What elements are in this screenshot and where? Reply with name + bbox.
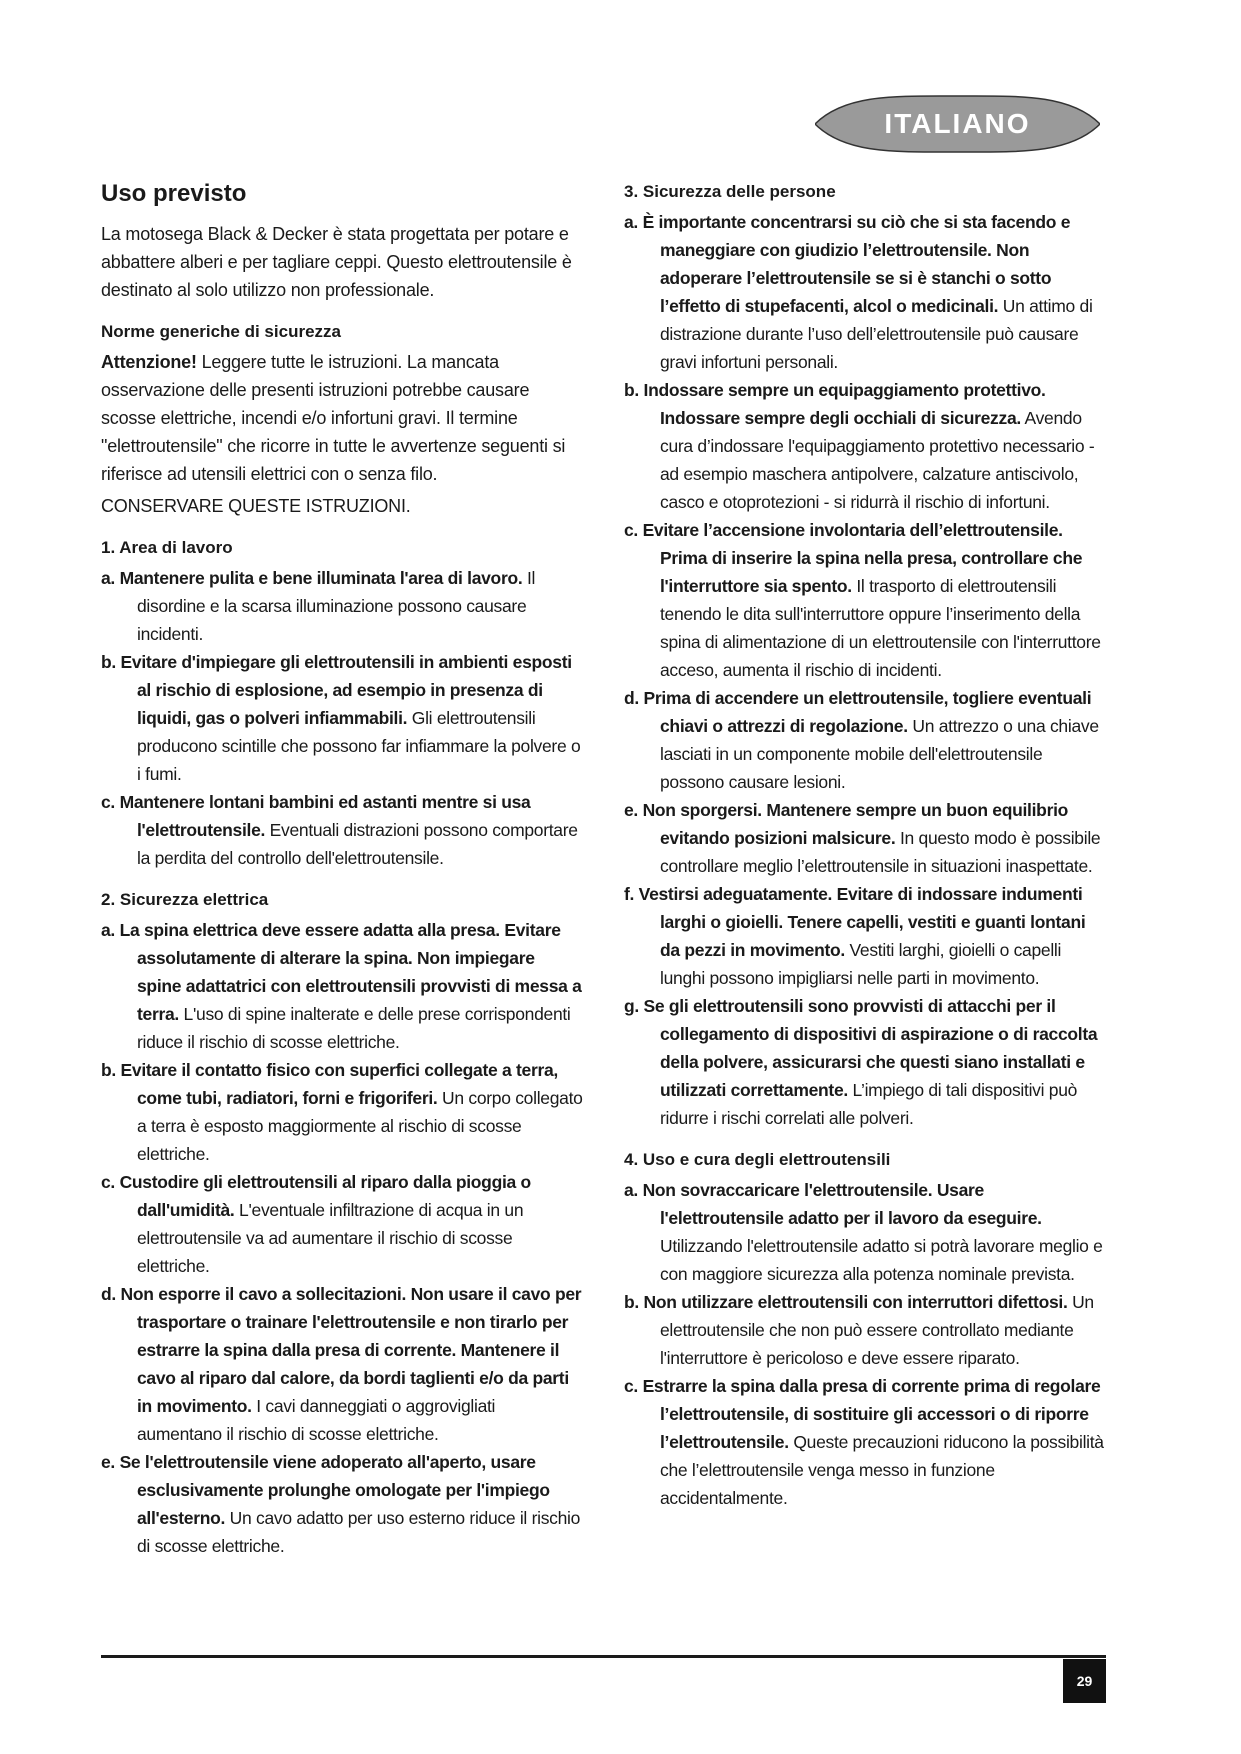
- item-marker: b.: [624, 1292, 644, 1312]
- item-text: Eventuali distrazioni possono comportare la perdita del controllo dell'elettroutensile.: [137, 820, 578, 868]
- section-2-heading: 2. Sicurezza elettrica: [101, 890, 269, 909]
- item-marker: b.: [624, 380, 644, 400]
- item-bold: Mantenere lontani bambini ed astanti mentre si usa l'elettroutensile.: [119, 792, 531, 840]
- item-marker: a.: [624, 212, 643, 232]
- list-item: [101, 648, 583, 788]
- list-item: [624, 796, 1106, 880]
- page-number: 29: [1063, 1659, 1106, 1703]
- item-bold: Non esporre il cavo a sollecitazioni. Non usare il cavo per trasportare o trainare l'elettroutensile e non tirarlo per estrarre la spina dalla presa di corrente. Mantenere il cavo al riparo dal calore, da bordi taglienti e/o da parti in movimento.: [120, 1284, 582, 1416]
- general-safety-heading: Norme generiche di sicurezza: [101, 322, 341, 341]
- section-title-uso-previsto: Uso previsto: [101, 180, 247, 207]
- footer-rule: [101, 1655, 1106, 1658]
- item-marker: d.: [624, 688, 644, 708]
- item-marker: a.: [101, 568, 120, 588]
- item-text: In questo modo è possibile controllare meglio l’elettroutensile in situazioni inaspettate.: [660, 828, 1101, 876]
- item-marker: d.: [101, 1284, 121, 1304]
- item-bold: La spina elettrica deve essere adatta alla presa. Evitare assolutamente di alterare la spina. Non impiegare spine adattatrici con elettroutensili provvisti di messa a terra.: [119, 920, 582, 1024]
- item-bold: Indossare sempre un equipaggiamento protettivo. Indossare sempre degli occhiali di sicurezza.: [643, 380, 1046, 428]
- item-bold: Non sporgersi. Mantenere sempre un buon equilibrio evitando posizioni malsicure.: [642, 800, 1069, 848]
- item-marker: c.: [624, 1376, 643, 1396]
- item-marker: f.: [624, 884, 639, 904]
- item-bold: Vestirsi adeguatamente. Evitare di indossare indumenti larghi o gioielli. Tenere capelli, vestiti e guanti lontani da pezzi in movimento.: [638, 884, 1086, 960]
- list-item: [624, 1288, 1106, 1372]
- item-marker: a.: [624, 1180, 643, 1200]
- item-text: L'uso di spine inalterate e delle prese corrispondenti riduce il rischio di scosse elettriche.: [137, 1004, 571, 1052]
- item-text: Queste precauzioni riducono la possibilità che l’elettroutensile venga messo in funzione accidentalmente.: [660, 1432, 1104, 1508]
- section-3-heading: 3. Sicurezza delle persone: [624, 182, 836, 201]
- list-item: [624, 1176, 1106, 1288]
- warning-text: Leggere tutte le istruzioni. La mancata osservazione delle presenti istruzioni potrebbe causare scosse elettriche, incendi e/o infortuni gravi. Il termine "elettroutensile" che ricorre in tutte le avvertenze seguenti si riferisce ad utensili elettrici con o senza filo.: [101, 352, 566, 484]
- item-text: Un corpo collegato a terra è esposto maggiormente al rischio di scosse elettriche.: [137, 1088, 583, 1164]
- language-tab: [815, 92, 1100, 156]
- item-text: Il trasporto di elettroutensili tenendo le dita sull'interruttore oppure l’inserimento della spina di alimentazione di un elettroutensile con l'interruttore acceso, aumenta il rischio di incidenti.: [660, 576, 1101, 680]
- item-bold: Non utilizzare elettroutensili con interruttori difettosi.: [643, 1292, 1068, 1312]
- item-marker: b.: [101, 652, 121, 672]
- item-bold: Non sovraccaricare l'elettroutensile. Usare l'elettroutensile adatto per il lavoro da eseguire.: [642, 1180, 1042, 1228]
- item-text: Un attrezzo o una chiave lasciati in un componente mobile dell'elettroutensile possono causare lesioni.: [660, 716, 1099, 792]
- item-marker: g.: [624, 996, 644, 1016]
- language-label: ITALIANO: [884, 108, 1031, 139]
- item-bold: Evitare l’accensione involontaria dell’elettroutensile. Prima di inserire la spina nella presa, controllare che l'interruttore sia spento.: [642, 520, 1083, 596]
- warning-paragraph: [101, 348, 583, 488]
- section-4-heading: 4. Uso e cura degli elettroutensili: [624, 1150, 891, 1169]
- item-marker: a.: [101, 920, 120, 940]
- item-bold: È importante concentrarsi su ciò che si sta facendo e maneggiare con giudizio l’elettroutensile. Non adoperare l’elettroutensile se si è stanchi o sotto l’effetto di stupefacenti, alcol o medicinali.: [642, 212, 1071, 316]
- section-1-heading: 1. Area di lavoro: [101, 538, 233, 557]
- intro-paragraph: La motosega Black & Decker è stata progettata per potare e abbattere alberi e per tagliare ceppi. Questo elettroutensile è destinato al solo utilizzo non professionale.: [101, 224, 572, 300]
- list-item: [624, 880, 1106, 992]
- list-item: [624, 376, 1106, 516]
- list-item: [624, 208, 1106, 376]
- list-item: [101, 1280, 583, 1448]
- list-item: [101, 1056, 583, 1168]
- item-text: Gli elettroutensili producono scintille che possono far infiammare la polvere o i fumi.: [137, 708, 581, 784]
- item-bold: Evitare il contatto fisico con superfici collegate a terra, come tubi, radiatori, forni e frigoriferi.: [120, 1060, 558, 1108]
- item-bold: Se gli elettroutensili sono provvisti di attacchi per il collegamento di dispositivi di aspirazione o di raccolta della polvere, assicurarsi che questi siano installati e utilizzati correttamente.: [643, 996, 1098, 1100]
- item-text: L’impiego di tali dispositivi può ridurre i rischi correlati alle polveri.: [660, 1080, 1078, 1128]
- item-bold: Evitare d'impiegare gli elettroutensili in ambienti esposti al rischio di esplosione, ad esempio in presenza di liquidi, gas o polveri infiammabili.: [120, 652, 572, 728]
- item-text: Avendo cura d’indossare l'equipaggiamento protettivo necessario - ad esempio maschera antipolvere, calzature antiscivolo, casco e otoprotezioni - si ridurrà il rischio di infortuni.: [660, 408, 1095, 512]
- item-text: Un attimo di distrazione durante l’uso dell’elettroutensile può causare gravi infortuni personali.: [660, 296, 1093, 372]
- list-item: [624, 992, 1106, 1132]
- item-marker: c.: [101, 792, 120, 812]
- item-bold: Estrarre la spina dalla presa di corrente prima di regolare l’elettroutensile, di sostituire gli accessori o di riporre l’elettroutensile.: [642, 1376, 1101, 1452]
- list-item: [101, 788, 583, 872]
- item-text: Utilizzando l'elettroutensile adatto si potrà lavorare meglio e con maggiore sicurezza alla potenza nominale prevista.: [660, 1236, 1103, 1284]
- item-text: Vestiti larghi, gioielli o capelli lunghi possono impigliarsi nelle parti in movimento.: [660, 940, 1062, 988]
- item-bold: Se l'elettroutensile viene adoperato all'aperto, usare esclusivamente prolunghe omologate per l'impiego all'esterno.: [119, 1452, 550, 1528]
- list-item: [101, 564, 583, 648]
- list-item: [624, 1372, 1106, 1512]
- item-marker: e.: [101, 1452, 120, 1472]
- warning-label: Attenzione!: [101, 352, 197, 372]
- item-text: Un cavo adatto per uso esterno riduce il rischio di scosse elettriche.: [137, 1508, 581, 1556]
- item-bold: Mantenere pulita e bene illuminata l'area di lavoro.: [119, 568, 523, 588]
- list-item: [101, 1168, 583, 1280]
- item-text: I cavi danneggiati o aggrovigliati aumentano il rischio di scosse elettriche.: [137, 1396, 496, 1444]
- item-marker: b.: [101, 1060, 121, 1080]
- item-text: L'eventuale infiltrazione di acqua in un elettroutensile va ad aumentare il rischio di scosse elettriche.: [137, 1200, 524, 1276]
- item-marker: c.: [624, 520, 643, 540]
- item-marker: c.: [101, 1172, 120, 1192]
- right-column: [624, 178, 1106, 1512]
- item-text: Un elettroutensile che non può essere controllato mediante l'interruttore è pericoloso e deve essere riparato.: [660, 1292, 1094, 1368]
- list-item: [624, 516, 1106, 684]
- left-column: [101, 178, 583, 1560]
- list-item: [101, 1448, 583, 1560]
- list-item: [101, 916, 583, 1056]
- keep-instructions: CONSERVARE QUESTE ISTRUZIONI.: [101, 496, 411, 516]
- item-bold: Custodire gli elettroutensili al riparo dalla pioggia o dall'umidità.: [119, 1172, 531, 1220]
- item-marker: e.: [624, 800, 643, 820]
- item-text: Il disordine e la scarsa illuminazione possono causare incidenti.: [137, 568, 536, 644]
- list-item: [624, 684, 1106, 796]
- item-bold: Prima di accendere un elettroutensile, togliere eventuali chiavi o attrezzi di regolazione.: [643, 688, 1092, 736]
